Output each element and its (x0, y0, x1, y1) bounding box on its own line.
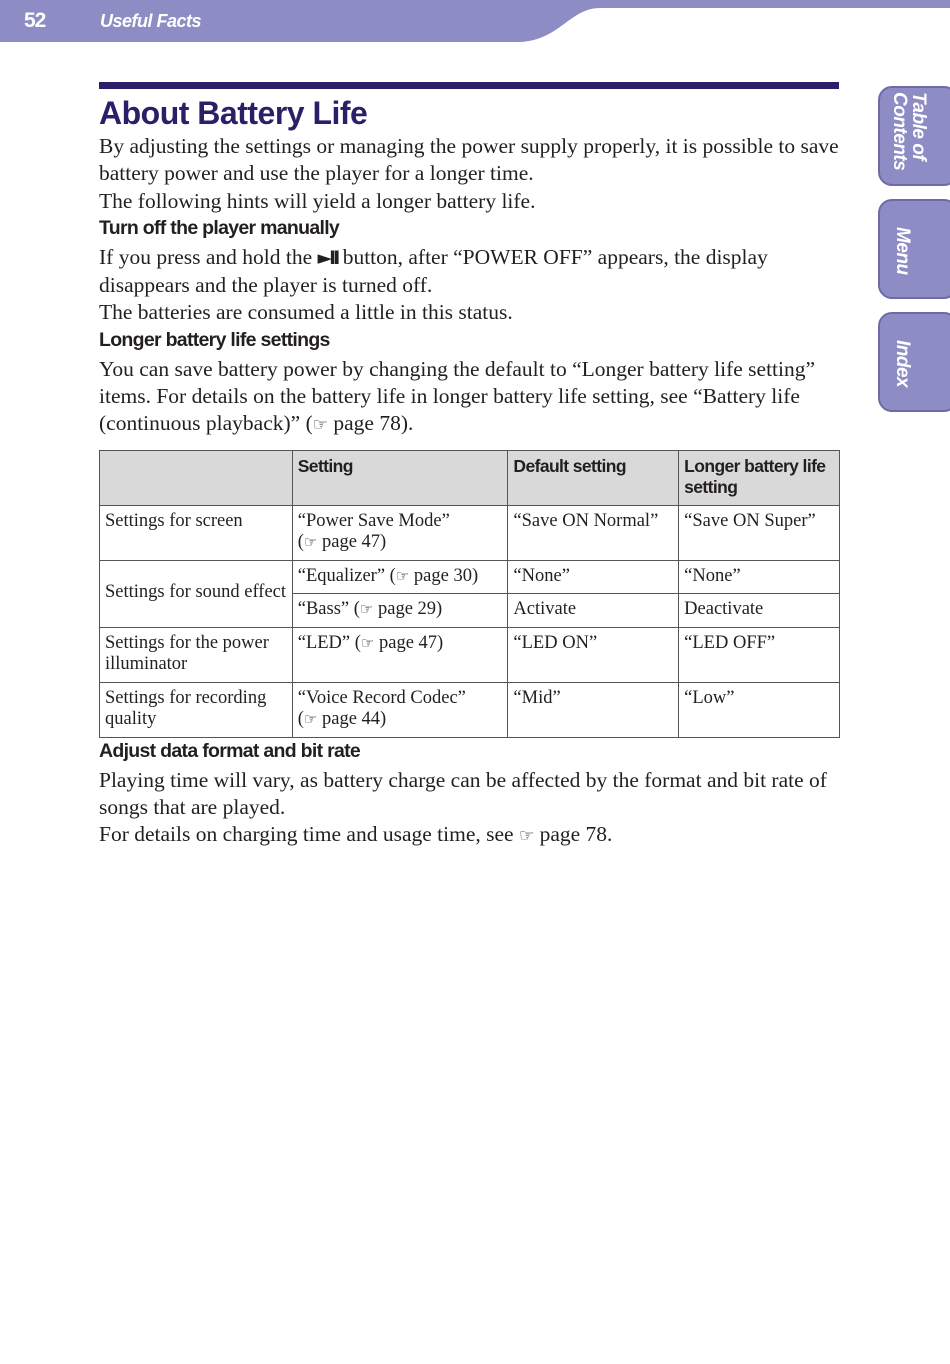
play-pause-icon: ►II (317, 246, 338, 269)
table-cell-default: “Save ON Normal” (508, 505, 679, 560)
section-heading-turn-off: Turn off the player manually (99, 216, 340, 239)
table-cell-category: Settings for screen (100, 505, 293, 560)
section-longer-battery-text (99, 356, 839, 440)
table-row (100, 627, 840, 682)
page-reference-icon: ☞ (359, 600, 374, 619)
setting-page-ref[interactable]: page 30) (409, 565, 479, 586)
page-reference-icon: ☞ (518, 826, 535, 847)
table-cell-category: Settings for the power illuminator (100, 627, 293, 682)
turn-off-text-before: If you press and hold the (99, 244, 318, 269)
table-cell-default: “LED ON” (508, 627, 679, 682)
main-content (99, 82, 839, 851)
setting-name: “LED” ( (297, 632, 361, 653)
turn-off-text-2: The batteries are consumed a little in this status. (99, 300, 513, 325)
table-cell-longer: “Save ON Super” (679, 505, 840, 560)
intro-text-2: The following hints will yield a longer battery life. (99, 188, 536, 213)
table-cell-category: Settings for sound effect (100, 560, 293, 627)
table-cell-setting (292, 594, 508, 628)
table-cell-longer: “Low” (679, 682, 840, 737)
longer-battery-text: You can save battery power by changing the default to “Longer battery life setting” items. For details on the battery life in longer battery life setting, see “Battery life (continuous playback)” ( (99, 356, 816, 436)
table-cell-default: “None” (508, 560, 679, 594)
tab-menu-label: Menu (892, 227, 913, 275)
page-title: About Battery Life (99, 95, 368, 131)
table-cell-category: Settings for recording quality (100, 682, 293, 737)
table-header-blank (100, 450, 293, 505)
battery-settings-table (99, 450, 840, 738)
tab-index-label: Index (892, 340, 913, 388)
page-reference-icon: ☞ (360, 633, 375, 652)
table-cell-longer: “LED OFF” (679, 627, 840, 682)
table-cell-default: Activate (508, 594, 679, 628)
tab-index[interactable] (878, 312, 950, 412)
setting-page-ref[interactable]: page 47) (317, 532, 387, 553)
page-header (0, 0, 950, 44)
section-name: Useful Facts (100, 11, 202, 31)
setting-page-ref[interactable]: page 44) (317, 709, 387, 730)
table-header-default: Default setting (508, 450, 679, 505)
setting-paren: ( (297, 709, 304, 730)
setting-name: “Equalizer” ( (297, 565, 396, 586)
data-format-text-2: For details on charging time and usage time, see (99, 822, 519, 847)
section-turn-off-text (99, 244, 839, 327)
table-cell-longer: Deactivate (679, 594, 840, 628)
setting-paren: ( (297, 532, 304, 553)
page-reference-icon: ☞ (303, 533, 318, 552)
table-cell-setting (292, 505, 508, 560)
table-row (100, 682, 840, 737)
page-reference-icon: ☞ (312, 415, 328, 436)
setting-name: “Voice Record Codec” (297, 687, 466, 708)
table-header-row (100, 450, 840, 505)
table-cell-setting (292, 560, 508, 594)
section-heading-longer-battery: Longer battery life settings (99, 328, 330, 351)
title-rule (99, 82, 839, 89)
table-header-longer: Longer battery life setting (679, 450, 840, 505)
page-reference-icon: ☞ (395, 566, 410, 585)
setting-page-ref[interactable]: page 47) (374, 632, 444, 653)
table-header-setting: Setting (292, 450, 508, 505)
tab-menu[interactable] (878, 199, 950, 299)
section-heading-data-format: Adjust data format and bit rate (99, 739, 361, 762)
data-format-text: Playing time will vary, as battery charge can be affected by the format and bit rate of songs that are played. (99, 767, 827, 819)
turn-off-text-after: button, after “POWER OFF” appears, the display disappears and the player is turned off. (99, 244, 768, 298)
intro-text: By adjusting the settings or managing the power supply properly, it is possible to save battery power and use the player for a longer time. (99, 134, 839, 186)
table-cell-default: “Mid” (508, 682, 679, 737)
table-cell-longer: “None” (679, 560, 840, 594)
table-row (100, 505, 840, 560)
table-cell-setting (292, 627, 508, 682)
section-data-format-text (99, 767, 839, 851)
page-number: 52 (24, 9, 46, 32)
setting-name: “Bass” ( (297, 599, 360, 620)
setting-page-ref[interactable]: page 29) (373, 599, 443, 620)
tab-table-of-contents[interactable] (878, 86, 950, 186)
table-row (100, 560, 840, 594)
intro-paragraph (99, 133, 839, 215)
longer-battery-page-ref[interactable]: page 78). (327, 411, 414, 436)
page-reference-icon: ☞ (303, 710, 318, 729)
tab-table-of-contents-label: Table of Contents (889, 92, 929, 171)
data-format-page-ref[interactable]: page 78. (534, 822, 613, 847)
setting-name: “Power Save Mode” (297, 510, 450, 531)
table-cell-setting (292, 682, 508, 737)
